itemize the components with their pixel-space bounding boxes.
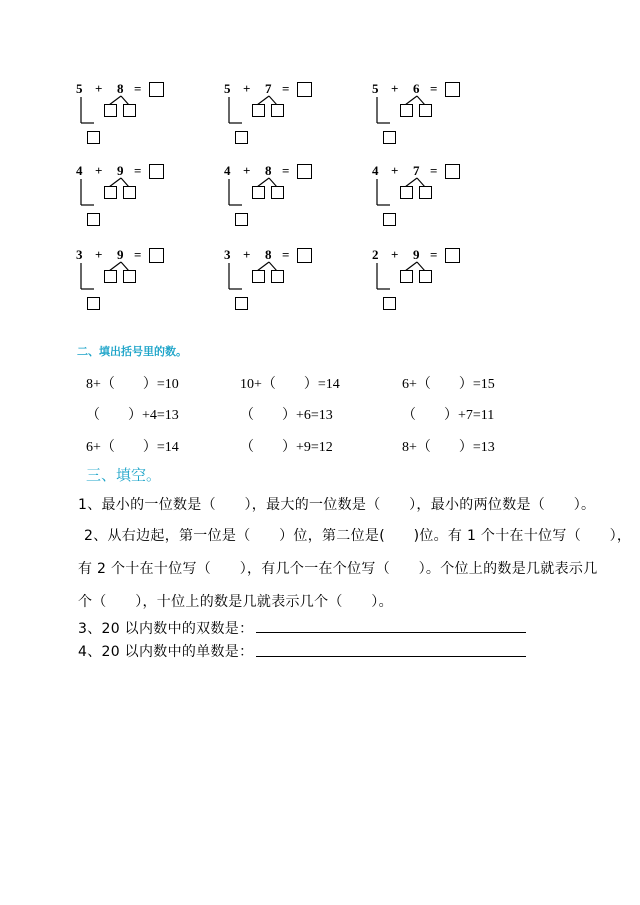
split-box-left[interactable] (400, 104, 413, 117)
split-box-left[interactable] (252, 270, 265, 283)
equals-sign: = (134, 163, 142, 178)
sum-box[interactable] (149, 248, 164, 263)
split-box-left[interactable] (104, 270, 117, 283)
split-box-left[interactable] (104, 104, 117, 117)
equals-sign: = (282, 81, 290, 96)
fill-r2-c1[interactable]: （ ）+4=13 (86, 408, 179, 423)
sum-box[interactable] (445, 82, 460, 97)
plus-sign: + (243, 247, 251, 262)
problem-7 (76, 248, 216, 318)
fill-r3-c3[interactable]: 8+（ ）=13 (402, 440, 495, 455)
ten-box[interactable] (87, 213, 100, 226)
equals-sign: = (430, 81, 438, 96)
sum-box[interactable] (445, 248, 460, 263)
addend-a: 4 (76, 163, 83, 178)
fill-r2-c2[interactable]: （ ）+6=13 (240, 408, 333, 423)
problem-2 (224, 82, 364, 152)
split-box-right[interactable] (271, 186, 284, 199)
sum-box[interactable] (297, 248, 312, 263)
split-box-left[interactable] (104, 186, 117, 199)
section3-title: 三、填空。 (86, 466, 162, 484)
split-box-right[interactable] (419, 186, 432, 199)
addend-a: 3 (76, 247, 83, 262)
sum-box[interactable] (297, 82, 312, 97)
plus-sign: + (243, 81, 251, 96)
split-box-right[interactable] (123, 270, 136, 283)
q1-text: 1、最小的一位数是（ ），最大的一位数是（ ），最小的两位数是（ ）。 (78, 497, 596, 513)
addend-a: 4 (372, 163, 379, 178)
addend-b: 9 (413, 247, 420, 262)
split-box-right[interactable] (271, 270, 284, 283)
addend-b: 8 (265, 163, 272, 178)
plus-sign: + (95, 163, 103, 178)
fill-r3-c2[interactable]: （ ）+9=12 (240, 440, 333, 455)
split-box-right[interactable] (123, 186, 136, 199)
equals-sign: = (134, 247, 142, 262)
addend-a: 5 (224, 81, 231, 96)
equals-sign: = (134, 81, 142, 96)
equals-sign: = (430, 163, 438, 178)
addend-b: 9 (117, 163, 124, 178)
ten-box[interactable] (235, 131, 248, 144)
split-box-left[interactable] (400, 270, 413, 283)
q2-line3: 个（ ），十位上的数是几就表示几个（ ）。 (78, 594, 393, 610)
split-box-left[interactable] (400, 186, 413, 199)
q2-line2: 有 2 个十在十位写（ ），有几个一在个位写（ ）。个位上的数是几就表示几 (78, 561, 598, 577)
q3-answer-line[interactable] (256, 632, 526, 633)
problem-8 (224, 248, 364, 318)
addend-b: 8 (117, 81, 124, 96)
fill-r1-c2[interactable]: 10+（ ）=14 (240, 377, 340, 392)
plus-sign: + (391, 247, 399, 262)
fill-r2-c3[interactable]: （ ）+7=11 (402, 408, 495, 423)
ten-box[interactable] (383, 297, 396, 310)
equals-sign: = (282, 163, 290, 178)
ten-box[interactable] (87, 131, 100, 144)
split-box-right[interactable] (271, 104, 284, 117)
addend-a: 5 (76, 81, 83, 96)
addend-a: 2 (372, 247, 379, 262)
sum-box[interactable] (149, 164, 164, 179)
ten-box[interactable] (383, 131, 396, 144)
section2-title: 二、填出括号里的数。 (77, 345, 187, 358)
split-box-right[interactable] (123, 104, 136, 117)
ten-box[interactable] (235, 213, 248, 226)
fill-r3-c1[interactable]: 6+（ ）=14 (86, 440, 179, 455)
addend-b: 8 (265, 247, 272, 262)
plus-sign: + (391, 163, 399, 178)
equals-sign: = (430, 247, 438, 262)
problem-3 (372, 82, 512, 152)
problem-1 (76, 82, 216, 152)
addend-a: 4 (224, 163, 231, 178)
addend-b: 7 (413, 163, 420, 178)
q2-line1: 2、从右边起，第一位是（ ）位，第二位是( )位。有 1 个十在十位写（ ）， (84, 528, 632, 544)
addend-a: 3 (224, 247, 231, 262)
equals-sign: = (282, 247, 290, 262)
plus-sign: + (95, 81, 103, 96)
problem-9 (372, 248, 512, 318)
problem-4 (76, 164, 216, 234)
plus-sign: + (243, 163, 251, 178)
plus-sign: + (95, 247, 103, 262)
problem-6 (372, 164, 512, 234)
sum-box[interactable] (149, 82, 164, 97)
sum-box[interactable] (297, 164, 312, 179)
split-box-right[interactable] (419, 104, 432, 117)
fill-r1-c3[interactable]: 6+（ ）=15 (402, 377, 495, 392)
split-box-right[interactable] (419, 270, 432, 283)
addend-b: 7 (265, 81, 272, 96)
ten-box[interactable] (87, 297, 100, 310)
addend-b: 9 (117, 247, 124, 262)
ten-box[interactable] (383, 213, 396, 226)
q3-text: 3、20 以内数中的双数是： (78, 621, 254, 637)
problem-5 (224, 164, 364, 234)
addend-a: 5 (372, 81, 379, 96)
addend-b: 6 (413, 81, 420, 96)
plus-sign: + (391, 81, 399, 96)
ten-box[interactable] (235, 297, 248, 310)
sum-box[interactable] (445, 164, 460, 179)
split-box-left[interactable] (252, 186, 265, 199)
fill-r1-c1[interactable]: 8+（ ）=10 (86, 377, 179, 392)
q4-answer-line[interactable] (256, 656, 526, 657)
q4-text: 4、20 以内数中的单数是： (78, 644, 254, 660)
split-box-left[interactable] (252, 104, 265, 117)
